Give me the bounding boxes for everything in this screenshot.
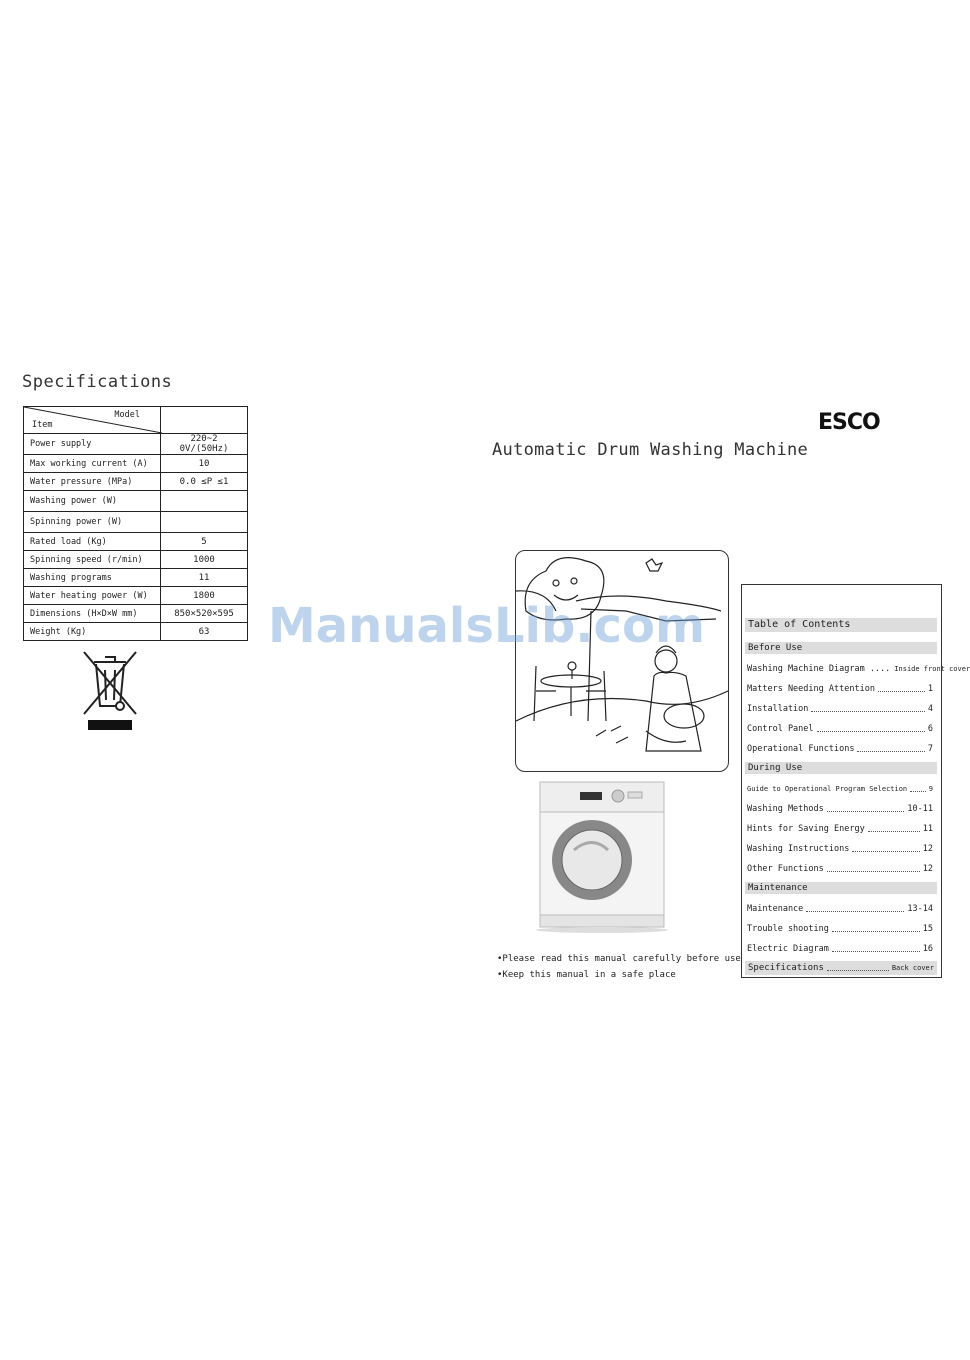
toc-section-heading: Before Use <box>745 642 937 654</box>
spec-value: 850×520×595 <box>161 605 248 623</box>
spec-item: Water heating power (W) <box>24 587 161 605</box>
spec-value: 220~2 0V/(50Hz) <box>161 434 248 455</box>
toc-entry-specifications: Specifications Back cover <box>745 961 937 975</box>
table-row <box>24 605 248 623</box>
toc-entry: Operational Functions 7 <box>747 744 933 754</box>
toc-entry: Washing Methods 10-11 <box>747 804 933 814</box>
toc-entry: Guide to Operational Program Selection 9 <box>747 785 933 793</box>
toc-entry: Electric Diagram 16 <box>747 944 933 954</box>
table-row <box>24 533 248 551</box>
toc-entry: Washing Machine Diagram .... Inside front cover <box>747 664 970 674</box>
header-model: Model <box>114 410 140 420</box>
toc-section-heading: During Use <box>745 762 937 774</box>
spec-item: Power supply <box>24 434 161 455</box>
spec-value: 1800 <box>161 587 248 605</box>
table-of-contents <box>741 584 970 978</box>
illustration-garden-scene <box>515 550 729 772</box>
note-keep-manual: •Keep this manual in a safe place <box>497 970 676 980</box>
table-row <box>24 473 248 491</box>
spec-value <box>161 491 248 512</box>
spec-item: Washing programs <box>24 569 161 587</box>
table-row <box>24 623 248 641</box>
toc-section-heading: Maintenance <box>745 882 937 894</box>
table-header-cell <box>24 407 161 434</box>
spec-value: 1000 <box>161 551 248 569</box>
toc-entry: Other Functions 12 <box>747 864 933 874</box>
toc-entry: Trouble shooting 15 <box>747 924 933 934</box>
toc-entry: Washing Instructions 12 <box>747 844 933 854</box>
spec-value: 0.0 ≤P ≤1 <box>161 473 248 491</box>
toc-entry: Control Panel 6 <box>747 724 933 734</box>
spec-item: Weight (Kg) <box>24 623 161 641</box>
toc-entry: Maintenance 13-14 <box>747 904 933 914</box>
spec-item: Washing power (W) <box>24 491 161 512</box>
toc-entry: Matters Needing Attention 1 <box>747 684 933 694</box>
spec-item: Rated load (Kg) <box>24 533 161 551</box>
specifications-title: Specifications <box>22 372 173 392</box>
watermark: ManualsLib.com <box>268 598 705 654</box>
header-value-cell <box>161 407 248 434</box>
spec-item: Spinning speed (r/min) <box>24 551 161 569</box>
toc-entry: Installation 4 <box>747 704 933 714</box>
brand-logo: ESCO <box>818 410 880 435</box>
spec-item: Max working current (A) <box>24 455 161 473</box>
weee-crossed-bin-icon <box>80 648 140 732</box>
spec-value: 10 <box>161 455 248 473</box>
note-read-manual: •Please read this manual carefully before use <box>497 954 741 964</box>
spec-item: Dimensions (H×D×W mm) <box>24 605 161 623</box>
toc-title: Table of Contents <box>745 618 937 632</box>
spec-item: Spinning power (W) <box>24 512 161 533</box>
table-row <box>24 455 248 473</box>
specifications-table <box>23 406 248 641</box>
table-row <box>24 569 248 587</box>
table-row <box>24 491 248 512</box>
spec-value: 5 <box>161 533 248 551</box>
document-title: Automatic Drum Washing Machine <box>492 440 809 460</box>
table-row <box>24 434 248 455</box>
spec-item: Water pressure (MPa) <box>24 473 161 491</box>
washing-machine-image <box>532 780 672 935</box>
header-item: Item <box>32 420 53 430</box>
spec-value <box>161 512 248 533</box>
table-row <box>24 512 248 533</box>
toc-entry: Hints for Saving Energy 11 <box>747 824 933 834</box>
spec-value: 11 <box>161 569 248 587</box>
table-row <box>24 551 248 569</box>
spec-value: 63 <box>161 623 248 641</box>
table-row <box>24 587 248 605</box>
